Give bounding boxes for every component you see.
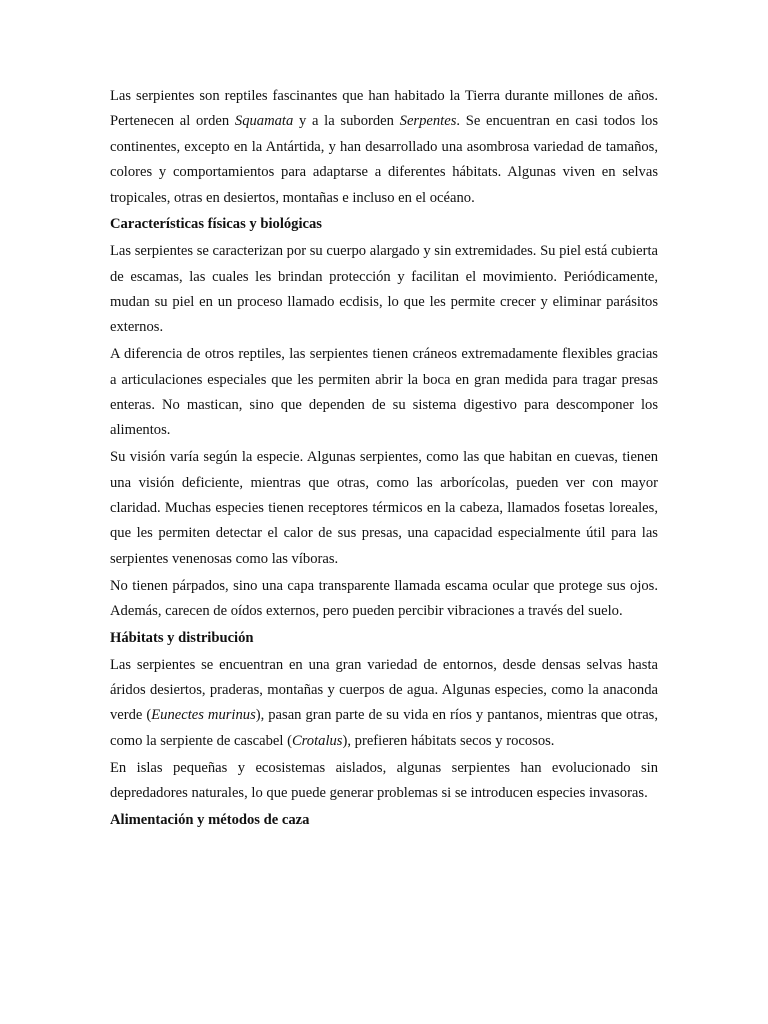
species-name-anaconda: Eunectes murinus — [151, 707, 256, 724]
section-heading-feeding: Alimentación y métodos de caza — [110, 811, 310, 828]
physical-paragraph-2: A diferencia de otros reptiles, las serpientes tienen cráneos extremadamente flexibles gracias a articulaciones especiales que les permiten abrir la boca en gran medida para tragar presas enteras. No mastican, sino que dependen de su sistema digestivo para descomponer los alimentos. — [110, 346, 658, 439]
physical-paragraph-4: No tienen párpados, sino una capa transparente llamada escama ocular que protege sus ojos. Además, carecen de oídos externos, pero pueden percibir vibraciones a través del suelo. — [110, 577, 658, 620]
intro-paragraph — [110, 84, 658, 211]
section-heading-physical: Características físicas y biológicas — [110, 216, 322, 233]
habitats-text-3: ), prefieren hábitats secos y rocosos. — [342, 732, 555, 749]
suborder-name: Serpentes — [399, 113, 457, 130]
physical-paragraph-1: Las serpientes se caracterizan por su cuerpo alargado y sin extremidades. Su piel está cubierta de escamas, las cuales les brindan protección y facilitan el movimiento. Periódicamente, mudan su piel en un proceso llamado ecdisis, lo que les permite crecer y eliminar parásitos externos. — [110, 243, 658, 336]
intro-text-1: Las serpientes son reptiles fascinantes que han habitado la Tierra durante millones de años. Pertenecen al orden — [110, 88, 658, 130]
habitats-text-1: Las serpientes se encuentran en una gran variedad de entornos, desde densas selvas hasta áridos desiertos, praderas, montañas y cuerpos de agua. Algunas especies, como la anaconda verde ( — [110, 656, 658, 724]
order-name: Squamata — [234, 113, 294, 130]
intro-text-3: . Se encuentran en casi todos los continentes, excepto en la Antártida, y han desarrollado una asombrosa variedad de tamaños, colores y comportamientos para adaptarse a diferentes hábitats. Algunas viven en selvas tropicales, otras en desiertos, montañas e incluso en el océano. — [110, 113, 659, 206]
document-page — [110, 84, 658, 835]
habitats-paragraph-1 — [110, 653, 658, 755]
habitats-paragraph-2: En islas pequeñas y ecosistemas aislados, algunas serpientes han evolucionado sin depredadores naturales, lo que puede generar problemas si se introducen especies invasoras. — [110, 759, 658, 802]
habitats-text-2: ), pasan gran parte de su vida en ríos y pantanos, mientras que otras, como la serpiente de cascabel ( — [110, 707, 658, 749]
intro-text-2: y a la suborden — [293, 113, 400, 130]
physical-paragraph-3: Su visión varía según la especie. Algunas serpientes, como las que habitan en cuevas, tienen una visión deficiente, mientras que otras, como las arborícolas, pueden ver con mayor claridad. Muchas especies tienen receptores térmicos en la cabeza, llamados fosetas loreales, que les permiten detectar el calor de sus presas, una capacidad especialmente útil para las serpientes venenosas como las víboras. — [110, 449, 658, 567]
section-heading-habitats: Hábitats y distribución — [110, 629, 254, 646]
species-name-crotalus: Crotalus — [291, 732, 343, 749]
